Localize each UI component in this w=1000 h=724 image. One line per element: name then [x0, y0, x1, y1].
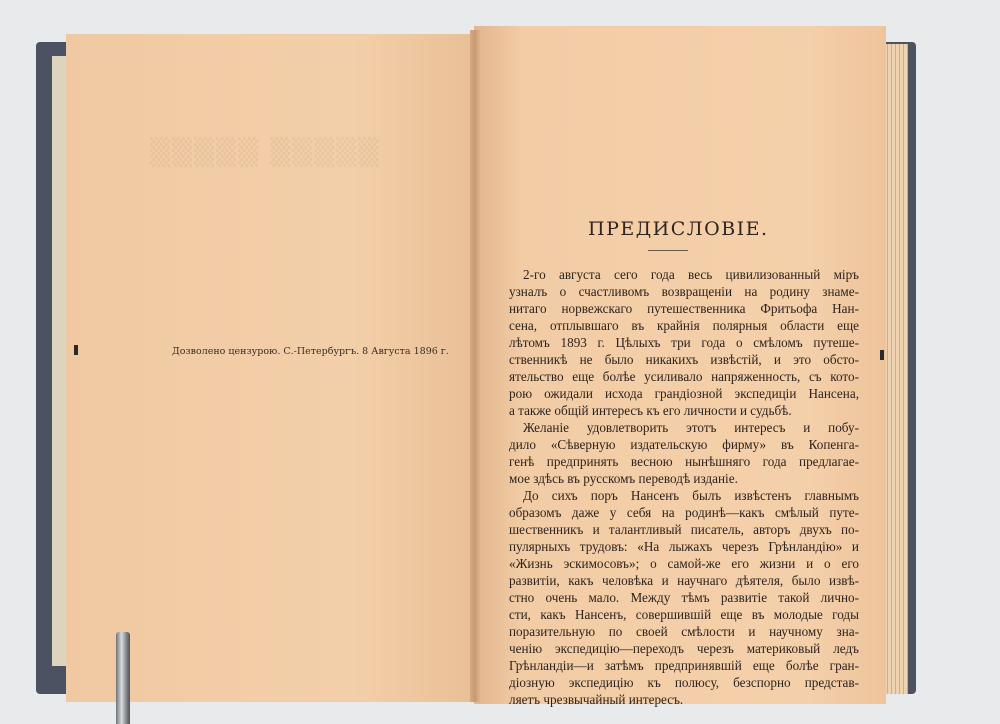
pen-holding-page	[116, 632, 130, 724]
show-through-text: ▒▒▒▒▒ ▒▒▒▒▒	[150, 138, 381, 168]
page-edges	[884, 44, 908, 694]
text-line: нитаго норвежскаго путешественника Фритьофа Нан-	[509, 301, 859, 316]
text-line: 2-го августа сего года весь цивилизованный міръ	[523, 267, 859, 282]
text-line: діозную экспедицію къ полюсу, безспорно представ-	[509, 675, 859, 690]
page-mark	[880, 350, 884, 360]
text-line: дило «Сѣверную издательскую фирму» въ Копенга-	[509, 437, 859, 452]
page-mark	[74, 345, 78, 355]
text-line: стно очень мало. Между тѣмъ развитіе такой лично-	[509, 590, 859, 605]
text-line: а также общій интересъ къ его личности и судьбѣ.	[509, 403, 792, 418]
text-line: пулярныхъ трудовъ: «На лыжахъ черезъ Грѣнландію» и	[509, 539, 859, 554]
title-rule	[648, 250, 688, 251]
text-line: рою ожидали исхода грандіозной экспедиціи Нансена,	[509, 386, 859, 401]
text-line: шественникъ и талантливый писатель, авторъ двухъ по-	[509, 522, 859, 537]
left-page	[66, 34, 476, 702]
text-line: ляетъ чрезвычайный интересъ.	[509, 692, 684, 707]
text-line: ченію экспедицію—переходъ черезъ материковый ледъ	[509, 641, 859, 656]
text-line: генѣ предпринять весною нынѣшняго года предлагае-	[509, 454, 859, 469]
text-line: «Жизнь эскимосовъ»; о самой-же его жизни и о его	[509, 556, 859, 571]
preface-text	[509, 266, 859, 708]
text-line: образомъ даже у себя на родинѣ—какъ смѣлый путе-	[509, 505, 859, 520]
censorship-note: Дозволено цензурою. С.-Петербургъ. 8 Августа 1896 г.	[172, 346, 449, 357]
text-line: ятельство еще болѣе усиливало напряженность, съ кото-	[509, 369, 859, 384]
text-line: сти, какъ Нансенъ, совершившій еще въ молодые годы	[509, 607, 859, 622]
text-line: узналъ о счастливомъ возвращеніи на родину знаме-	[509, 284, 859, 299]
book-gutter	[470, 30, 480, 702]
text-line: Желаніе удовлетворить этотъ интересъ и побу-	[523, 420, 859, 435]
text-line: поразительную по своей смѣлости и научному зна-	[509, 624, 859, 639]
text-line: лѣтомъ 1893 г. Цѣлыхъ три года о смѣломъ путеше-	[509, 335, 859, 350]
text-line: ственникѣ не было никакихъ извѣстій, и это обсто-	[509, 352, 859, 367]
text-line: развитіи, какъ человѣка и научнаго дѣятеля, было извѣ-	[509, 573, 859, 588]
text-line: Грѣнландіи—и затѣмъ предпринявшій еще болѣе гран-	[509, 658, 859, 673]
text-line: сена, отплывшаго въ крайнія полярныя области еще	[509, 318, 859, 333]
text-line: мое здѣсь въ русскомъ переводѣ изданіе.	[509, 471, 738, 486]
text-line: До сихъ поръ Нансенъ былъ извѣстенъ главнымъ	[523, 488, 859, 503]
page-title: ПРЕДИСЛОВІЕ.	[588, 218, 769, 240]
